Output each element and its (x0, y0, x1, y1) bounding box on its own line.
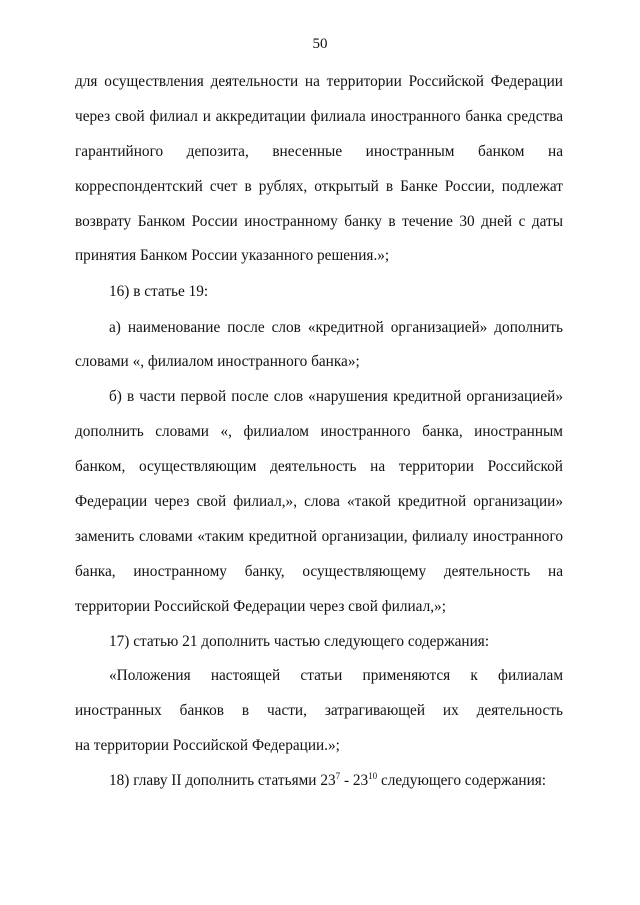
list-item-heading: 17) статью 21 дополнить частью следующего содержания: (109, 633, 490, 650)
text-line: принятия Банком России указанного решения.»; (75, 247, 390, 264)
superscript: 7 (335, 770, 341, 781)
text-line: дополнить словами «, филиалом иностранного банка, иностранным (75, 423, 563, 440)
text-line: а) наименование после слов «кредитной организацией» дополнить (109, 319, 563, 336)
text-line: словами «, филиалом иностранного банка»; (75, 353, 360, 370)
list-item-heading: 16) в статье 19: (109, 283, 209, 300)
text-line: б) в части первой после слов «нарушения кредитной организацией» (109, 388, 563, 405)
superscript: 10 (368, 770, 378, 781)
page-number: 50 (312, 36, 328, 52)
quote-line: на территории Российской Федерации.»; (75, 737, 340, 754)
text-fragment: следующего содержания: (377, 772, 547, 789)
text-fragment: 18) главу II дополнить статьями 23 (109, 772, 336, 789)
quote-line: иностранных банков в части, затрагивающей их деятельность (75, 702, 563, 719)
text-line: для осуществления деятельности на территории Российской Федерации (75, 73, 563, 90)
text-fragment: - 23 (340, 772, 369, 789)
quote-line: «Положения настоящей статьи применяются к филиалам (109, 667, 563, 684)
text-line: банка, иностранному банку, осуществляющему деятельность на (75, 563, 563, 580)
text-line: корреспондентский счет в рублях, открытый в Банке России, подлежат (75, 178, 563, 195)
text-line: через свой филиал и аккредитации филиала иностранного банка средства (75, 108, 563, 125)
text-line: территории Российской Федерации через свой филиал,»; (75, 598, 446, 615)
text-line: Федерации через свой филиал,», слова «такой кредитной организации» (75, 493, 563, 510)
text-line: банком, осуществляющим деятельность на территории Российской (75, 458, 563, 475)
text-line: возврату Банком России иностранному банку в течение 30 дней с даты (75, 213, 563, 230)
list-item-heading (109, 771, 563, 791)
text-line: заменить словами «таким кредитной организации, филиалу иностранного (75, 528, 563, 545)
text-line: гарантийного депозита, внесенные иностранным банком на (75, 143, 563, 160)
